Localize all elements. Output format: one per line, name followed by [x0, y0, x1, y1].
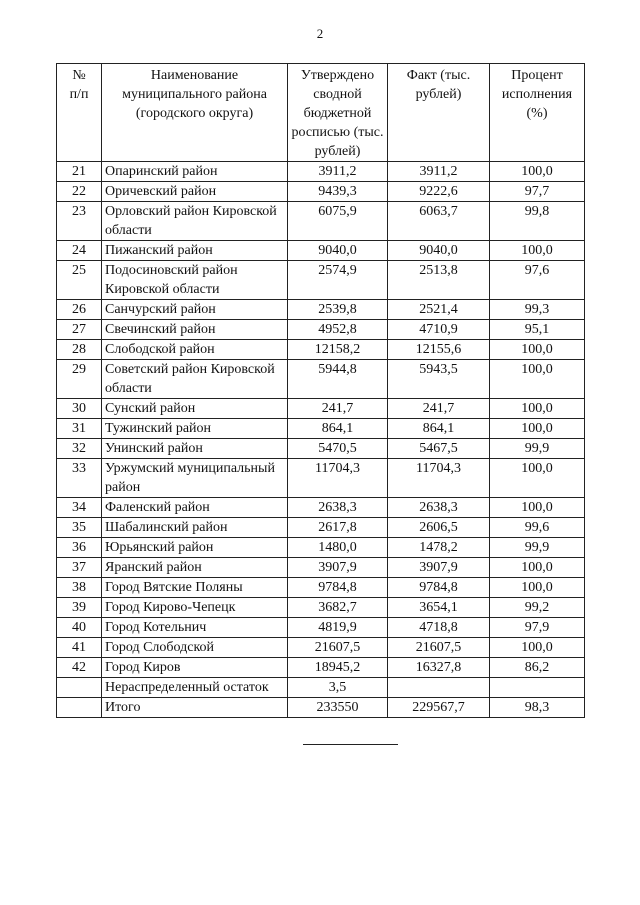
- table-row: [57, 678, 585, 698]
- table-row: [57, 638, 585, 658]
- percent-cell: 99,2: [490, 598, 585, 618]
- percent-cell: 100,0: [490, 360, 585, 399]
- row-number-cell: 33: [57, 459, 102, 498]
- percent-cell: 100,0: [490, 162, 585, 182]
- table-row: [57, 558, 585, 578]
- district-name-cell: Подосиновский район Кировской области: [102, 261, 288, 300]
- row-number-cell: 36: [57, 538, 102, 558]
- fact-amount-cell: 9784,8: [388, 578, 490, 598]
- fact-amount-cell: 1478,2: [388, 538, 490, 558]
- table-row: [57, 439, 585, 459]
- district-name-cell: Уржумский муниципальный район: [102, 459, 288, 498]
- fact-amount-cell: 12155,6: [388, 340, 490, 360]
- percent-cell: 99,9: [490, 538, 585, 558]
- table-body: [57, 162, 585, 718]
- row-number-cell: 30: [57, 399, 102, 419]
- end-of-document-line: [303, 744, 398, 745]
- approved-amount-cell: 18945,2: [288, 658, 388, 678]
- percent-cell: 99,3: [490, 300, 585, 320]
- district-name-cell: Нераспределенный остаток: [102, 678, 288, 698]
- district-name-cell: Санчурский район: [102, 300, 288, 320]
- table-row: [57, 419, 585, 439]
- percent-cell: 100,0: [490, 498, 585, 518]
- table-row: [57, 261, 585, 300]
- percent-cell: 86,2: [490, 658, 585, 678]
- percent-cell: 99,8: [490, 202, 585, 241]
- table-header-row: [57, 64, 585, 162]
- approved-amount-cell: 2638,3: [288, 498, 388, 518]
- row-number-cell: [57, 698, 102, 718]
- row-number-cell: 42: [57, 658, 102, 678]
- fact-amount-cell: 11704,3: [388, 459, 490, 498]
- district-name-cell: Тужинский район: [102, 419, 288, 439]
- district-name-cell: Город Слободской: [102, 638, 288, 658]
- percent-cell: 98,3: [490, 698, 585, 718]
- district-name-cell: Свечинский район: [102, 320, 288, 340]
- approved-amount-cell: 11704,3: [288, 459, 388, 498]
- table-row: [57, 498, 585, 518]
- percent-cell: 100,0: [490, 638, 585, 658]
- fact-amount-cell: 241,7: [388, 399, 490, 419]
- row-number-cell: 23: [57, 202, 102, 241]
- percent-cell: 100,0: [490, 558, 585, 578]
- approved-amount-cell: 2539,8: [288, 300, 388, 320]
- district-name-cell: Фаленский район: [102, 498, 288, 518]
- row-number-cell: 34: [57, 498, 102, 518]
- fact-amount-cell: 3911,2: [388, 162, 490, 182]
- table-row: [57, 518, 585, 538]
- district-name-cell: Пижанский район: [102, 241, 288, 261]
- percent-cell: 100,0: [490, 241, 585, 261]
- fact-amount-cell: 229567,7: [388, 698, 490, 718]
- table-row: [57, 162, 585, 182]
- percent-cell: 99,6: [490, 518, 585, 538]
- district-name-cell: Советский район Кировской области: [102, 360, 288, 399]
- approved-amount-cell: 3911,2: [288, 162, 388, 182]
- row-number-cell: 37: [57, 558, 102, 578]
- row-number-cell: 31: [57, 419, 102, 439]
- table-row: [57, 202, 585, 241]
- district-name-cell: Унинский район: [102, 439, 288, 459]
- table-row: [57, 459, 585, 498]
- district-name-cell: Слободской район: [102, 340, 288, 360]
- table-row: [57, 300, 585, 320]
- row-number-cell: 21: [57, 162, 102, 182]
- table-row: [57, 182, 585, 202]
- fact-amount-cell: 5943,5: [388, 360, 490, 399]
- fact-amount-cell: 5467,5: [388, 439, 490, 459]
- table-row: [57, 658, 585, 678]
- table-row: [57, 340, 585, 360]
- district-name-cell: Яранский район: [102, 558, 288, 578]
- approved-amount-cell: 5944,8: [288, 360, 388, 399]
- table-row: [57, 598, 585, 618]
- row-number-cell: 24: [57, 241, 102, 261]
- row-number-cell: 35: [57, 518, 102, 538]
- row-number-cell: 29: [57, 360, 102, 399]
- col-number-header: № п/п: [57, 64, 102, 162]
- district-name-cell: Город Котельнич: [102, 618, 288, 638]
- approved-amount-cell: 3907,9: [288, 558, 388, 578]
- approved-amount-cell: 4819,9: [288, 618, 388, 638]
- col-approved-header: Утверждено сводной бюджетной росписью (тыс. рублей): [288, 64, 388, 162]
- district-name-cell: Итого: [102, 698, 288, 718]
- row-number-cell: 28: [57, 340, 102, 360]
- approved-amount-cell: 2617,8: [288, 518, 388, 538]
- table-row: [57, 538, 585, 558]
- approved-amount-cell: 233550: [288, 698, 388, 718]
- approved-amount-cell: 864,1: [288, 419, 388, 439]
- percent-cell: 100,0: [490, 399, 585, 419]
- percent-cell: 97,7: [490, 182, 585, 202]
- table-row: [57, 618, 585, 638]
- district-name-cell: Опаринский район: [102, 162, 288, 182]
- percent-cell: [490, 678, 585, 698]
- approved-amount-cell: 9439,3: [288, 182, 388, 202]
- col-name-header: Наименование муниципального района (городского округа): [102, 64, 288, 162]
- approved-amount-cell: 21607,5: [288, 638, 388, 658]
- row-number-cell: 22: [57, 182, 102, 202]
- fact-amount-cell: 9040,0: [388, 241, 490, 261]
- district-name-cell: Оричевский район: [102, 182, 288, 202]
- table-row: [57, 360, 585, 399]
- approved-amount-cell: 12158,2: [288, 340, 388, 360]
- row-number-cell: 38: [57, 578, 102, 598]
- fact-amount-cell: 2513,8: [388, 261, 490, 300]
- row-number-cell: 25: [57, 261, 102, 300]
- approved-amount-cell: 9040,0: [288, 241, 388, 261]
- row-number-cell: 27: [57, 320, 102, 340]
- approved-amount-cell: 5470,5: [288, 439, 388, 459]
- district-name-cell: Шабалинский район: [102, 518, 288, 538]
- row-number-cell: [57, 678, 102, 698]
- percent-cell: 99,9: [490, 439, 585, 459]
- approved-amount-cell: 4952,8: [288, 320, 388, 340]
- district-name-cell: Орловский район Кировской области: [102, 202, 288, 241]
- percent-cell: 97,9: [490, 618, 585, 638]
- table-row: [57, 698, 585, 718]
- percent-cell: 100,0: [490, 459, 585, 498]
- fact-amount-cell: 2638,3: [388, 498, 490, 518]
- table-row: [57, 578, 585, 598]
- approved-amount-cell: 2574,9: [288, 261, 388, 300]
- table-row: [57, 241, 585, 261]
- percent-cell: 95,1: [490, 320, 585, 340]
- row-number-cell: 41: [57, 638, 102, 658]
- fact-amount-cell: [388, 678, 490, 698]
- approved-amount-cell: 1480,0: [288, 538, 388, 558]
- table-row: [57, 399, 585, 419]
- col-fact-header: Факт (тыс. рублей): [388, 64, 490, 162]
- row-number-cell: 26: [57, 300, 102, 320]
- fact-amount-cell: 4718,8: [388, 618, 490, 638]
- fact-amount-cell: 4710,9: [388, 320, 490, 340]
- page-number: 2: [316, 26, 324, 41]
- approved-amount-cell: 241,7: [288, 399, 388, 419]
- percent-cell: 100,0: [490, 419, 585, 439]
- row-number-cell: 40: [57, 618, 102, 638]
- col-percent-header: Процент исполнения (%): [490, 64, 585, 162]
- row-number-cell: 32: [57, 439, 102, 459]
- fact-amount-cell: 3907,9: [388, 558, 490, 578]
- approved-amount-cell: 3682,7: [288, 598, 388, 618]
- fact-amount-cell: 6063,7: [388, 202, 490, 241]
- district-name-cell: Город Кирово-Чепецк: [102, 598, 288, 618]
- approved-amount-cell: 3,5: [288, 678, 388, 698]
- approved-amount-cell: 9784,8: [288, 578, 388, 598]
- percent-cell: 100,0: [490, 578, 585, 598]
- budget-execution-table: [56, 63, 585, 718]
- district-name-cell: Сунский район: [102, 399, 288, 419]
- fact-amount-cell: 3654,1: [388, 598, 490, 618]
- district-name-cell: Город Вятские Поляны: [102, 578, 288, 598]
- district-name-cell: Город Киров: [102, 658, 288, 678]
- percent-cell: 100,0: [490, 340, 585, 360]
- table-row: [57, 320, 585, 340]
- approved-amount-cell: 6075,9: [288, 202, 388, 241]
- fact-amount-cell: 2521,4: [388, 300, 490, 320]
- fact-amount-cell: 864,1: [388, 419, 490, 439]
- fact-amount-cell: 2606,5: [388, 518, 490, 538]
- percent-cell: 97,6: [490, 261, 585, 300]
- fact-amount-cell: 9222,6: [388, 182, 490, 202]
- fact-amount-cell: 16327,8: [388, 658, 490, 678]
- district-name-cell: Юрьянский район: [102, 538, 288, 558]
- fact-amount-cell: 21607,5: [388, 638, 490, 658]
- row-number-cell: 39: [57, 598, 102, 618]
